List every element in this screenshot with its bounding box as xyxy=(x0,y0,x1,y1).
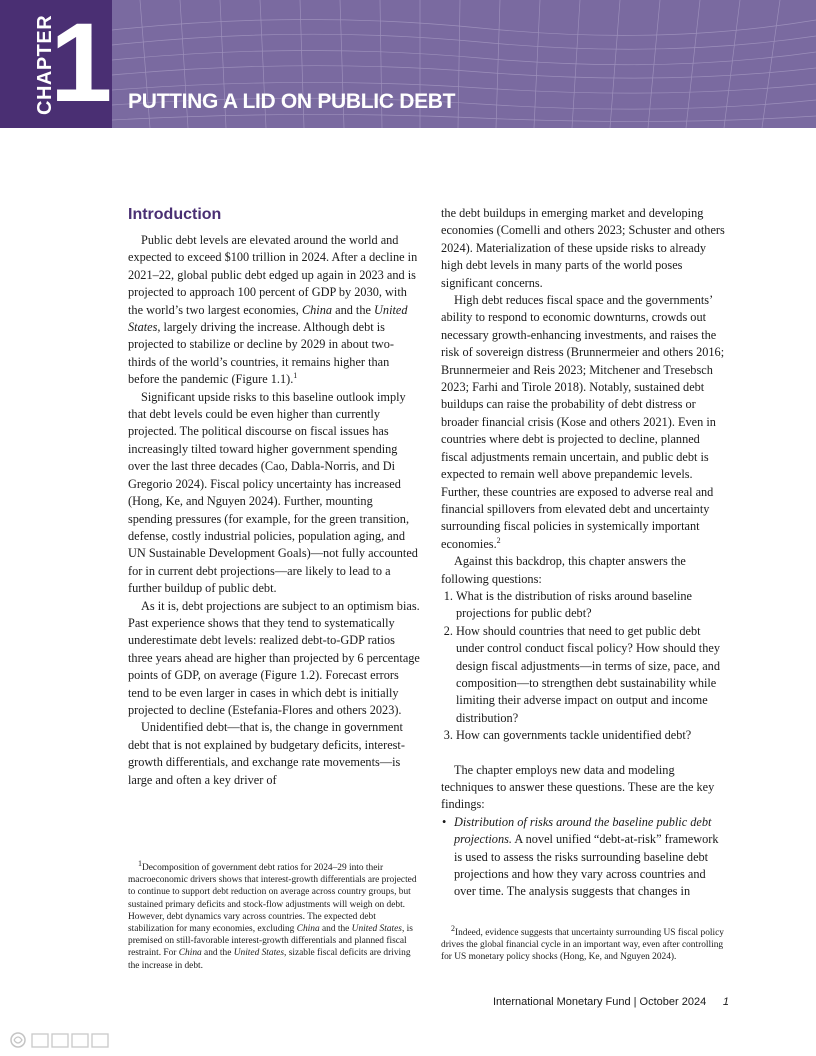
footnote-ref-1[interactable]: 1 xyxy=(293,371,298,381)
right-column xyxy=(441,205,729,901)
footnote-ref-2[interactable]: 2 xyxy=(496,535,501,545)
paragraph-5: the debt buildups in emerging market and developing economies (Comelli and others 2023; Schuster and others 2024). Materialization of these upside risks to already high debt levels in many parts of the world poses significant concerns. xyxy=(441,206,725,290)
footnote-1: $^1$Decomposition of government debt ratios for 2024–29 into their macroeconomic drivers shows that interest-growth differentials are projected to continue to support debt reduction on average across country groups, but sustained primary deficits and stock-flow adjustments will weigh on debt. However, debt dynamics vary across countries. The expected debt stabilization for many economies, excluding China and the United States, is premised on still-favorable interest-growth differentials and planned fiscal restraint. For China and the United States, sizable fiscal deficits are driving the increase in debt. xyxy=(128,858,417,971)
chapter-label: CHAPTER xyxy=(34,14,56,115)
question-item: 3. How can governments tackle unidentified debt? xyxy=(456,727,729,744)
findings-list xyxy=(441,814,729,901)
finding-item: • Distribution of risks around the baseline public debt projections. A novel unified “debt-at-risk” framework is used to assess the risks surrounding baseline debt projections and how they vary across countries and over time. The analysis suggests that changes in xyxy=(442,814,719,899)
watermark-logo-icon xyxy=(8,1028,118,1052)
question-item: 2. How should countries that need to get public debt under control conduct fiscal policy? How should they design fiscal adjustments—in terms of size, pace, and composition—to strengthen debt sustainability while limiting their adverse impact on output and income distribution? xyxy=(456,623,729,727)
questions-list xyxy=(441,588,729,745)
paragraph-8: The chapter employs new data and modeling techniques to answer these questions. These are the key findings: xyxy=(441,762,715,812)
paragraph-1: Public debt levels are elevated around the world and expected to exceed $100 trillion in 2024. After a decline in 2021–22, global public debt edged up again in 2023 and is projected to approach 100 percent of GDP by 2030, with the world’s two largest economies, China and the United States, largely driving the increase. Although debt is projected to stabilize or decline by 2029 in about two-thirds of the world’s countries, it remains higher than before the pandemic (Figure 1.1).$^1$ xyxy=(128,233,418,387)
watermark-graphic xyxy=(8,1028,118,1052)
chapter-banner xyxy=(0,0,816,128)
paragraph-3: As it is, debt projections are subject to an optimism bias. Past experience shows that they tend to systematically underestimate debt levels: realized debt-to-GDP ratios three years ahead are higher than projected by 6 percentage points of GDP, on average (Figure 1.2). Forecast errors tend to be even larger in cases in which debt is initially projected to decline (Estefania-Flores and others 2023). xyxy=(128,598,420,717)
paragraph-2: Significant upside risks to this baseline outlook imply that debt levels could be even higher than currently projected. The political discourse on fiscal issues has increasingly tilted toward higher government spending over the last three decades (Cao, Dabla-Norris, and Di Gregorio 2024). Fiscal policy uncertainty has increased (Hong, Ke, and Nguyen 2024). Further, mounting spending pressures (for example, for the green transition, defense, costly industrial policies, population aging, and UN Sustainable Development Goals)—not fully accounted for in current debt projections—are likely to lead to a further buildup of public debt. xyxy=(128,389,418,596)
chapter-title: PUTTING A LID ON PUBLIC DEBT xyxy=(128,90,456,113)
chapter-box xyxy=(0,0,112,128)
left-column xyxy=(128,205,420,789)
bullet-icon: • xyxy=(442,814,447,829)
footnote-2: $^2$Indeed, evidence suggests that uncertainty surrounding US fiscal policy drives the global financial cycle in an important way, even after controlling for US monetary policy shocks (Hong, Ke, and Nguyen 2024). xyxy=(441,923,724,963)
publication-info: International Monetary Fund | October 2024 xyxy=(493,996,707,1008)
question-item: 1. What is the distribution of risks around baseline projections for public debt? xyxy=(456,588,729,623)
paragraph-7: Against this backdrop, this chapter answers the following questions: xyxy=(441,554,686,586)
paragraph-6: High debt reduces fiscal space and the governments’ ability to respond to economic downturns, crowds out necessary growth-enhancing investments, and raises the risk of sovereign distress (Brunnermeier and others 2016; Brunnermeier and Reis 2023; Mitchener and Tresebsch 2023; Farhi and Tirole 2018). Notably, sustained debt buildups can raise the probability of debt distress or broader financial crisis (Kose and others 2021). Even in countries where debt is projected to decline, planned fiscal adjustments remain uncertain, and public debt is expected to remain well above prepandemic levels. Further, these countries are exposed to adverse real and financial spillovers from elevated debt and uncertainty surrounding fiscal policies in systemically important economies.$^2$ xyxy=(441,293,725,551)
page-number: 1 xyxy=(722,996,729,1008)
paragraph-4: Unidentified debt—that is, the change in government debt that is not explained by budgetary deficits, interest-growth differentials, and exchange rate movements—is large and often a key driver of xyxy=(128,720,405,787)
section-heading-introduction: Introduction xyxy=(128,206,222,223)
chapter-number: 1 xyxy=(50,0,113,125)
